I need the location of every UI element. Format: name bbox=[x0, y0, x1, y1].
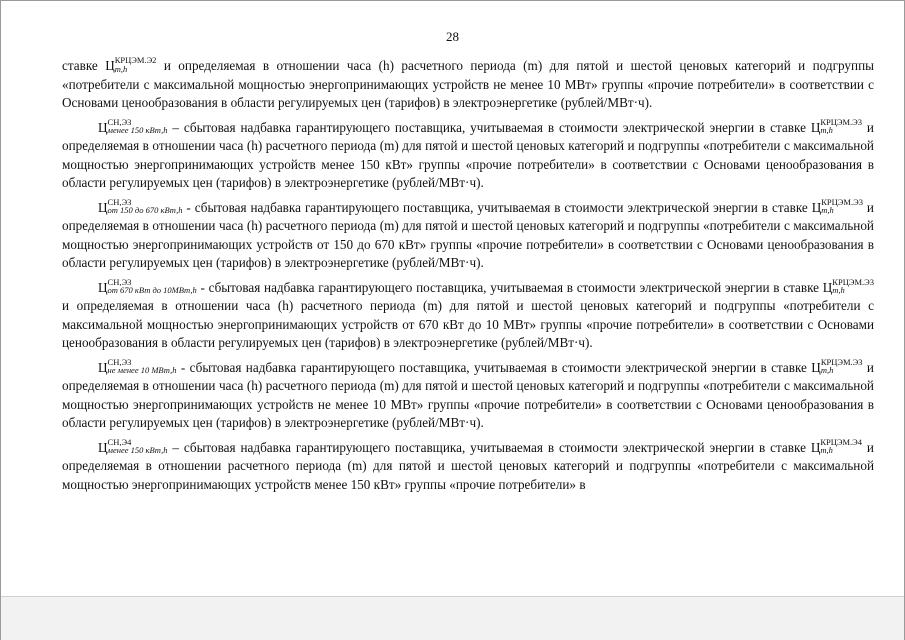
page-number: 28 bbox=[446, 29, 459, 44]
paragraph-text: и определяемая в отношении часа (h) расчетного периода (m) для пятой и шестой ценовых категорий и подгруппы «потребители с максимальной мощностью энергопринимающих устройств не менее 10 МВт» группы «прочие потребители» в соответствии с Основами ценообразования в области регулируемых цен (тарифов) в электроэнергетике (рублей/МВт·ч). bbox=[62, 359, 874, 430]
tariff-symbol: Ц КРЦЭМ.Э3 m,h bbox=[822, 276, 874, 296]
paragraph: Ц СН,Э3 от 670 кВт до 10МВт,h - сбытовая надбавка гарантирующего поставщика, учитываемая в стоимости электрической энергии в ставке Ц КРЦЭМ.Э3 m,h и определяемая в отношении часа (h) расчетного периода (m) для пятой и шестой ценовых категорий и подгруппы «потребители с максимальной мощностью энергопринимающих устройств от 670 кВт до 10 МВт» группы «прочие потребители» в соответствии с Основами ценообразования в области регулируемых цен (тарифов) в электроэнергетике (рублей/МВт·ч). bbox=[62, 276, 874, 350]
paragraph: Ц СН,Э3 менее 150 кВт,h – сбытовая надбавка гарантирующего поставщика, учитываемая в стоимости электрической энергии в ставке Ц КРЦЭМ.Э3 m,h и определяемая в отношении часа (h) расчетного периода (m) для пятой и шестой ценовых категорий и подгруппы «потребители с максимальной мощностью энергопринимающих устройств менее 150 кВт» группы «прочие потребители» в соответствии с Основами ценообразования в области регулируемых цен (тарифов) в электроэнергетике (рублей/МВт·ч). bbox=[62, 116, 874, 190]
markup-symbol: Ц СН,Э3 от 150 до 670 кВт,h bbox=[98, 196, 183, 216]
tariff-symbol: Ц КРЦЭМ.Э3 m,h bbox=[811, 196, 863, 216]
paragraph-text: и определяемая в отношении часа (h) расчетного периода (m) для пятой и шестой ценовых категорий и подгруппы «потребители с максимальной мощностью энергопринимающих устройств не менее 10 МВт» группы «прочие потребители» в соответствии с Основами ценообразования в области регулируемых цен (тарифов) в электроэнергетике (рублей/МВт·ч). bbox=[62, 58, 875, 110]
markup-symbol: Ц СН,Э3 не менее 10 МВт,h bbox=[98, 356, 177, 376]
paragraph-lead-text: – сбытовая надбавка гарантирующего поставщика, учитываемая в стоимости электрической энергии в bbox=[167, 439, 771, 455]
tariff-symbol: Ц КРЦЭМ.Э4 m,h bbox=[810, 436, 863, 456]
paragraph-lead-text: - сбытовая надбавка гарантирующего поставщика, учитываемая в стоимости электрической энергии в bbox=[196, 279, 784, 295]
paragraph-lead-text: - сбытовая надбавка гарантирующего поставщика, учитываемая в стоимости электрической энергии в bbox=[182, 199, 772, 215]
paragraph: Ц СН,Э3 от 150 до 670 кВт,h - сбытовая надбавка гарантирующего поставщика, учитываемая в стоимости электрической энергии в ставке Ц КРЦЭМ.Э3 m,h и определяемая в отношении часа (h) расчетного периода (m) для пятой и шестой ценовых категорий и подгруппы «потребители с максимальной мощностью энергопринимающих устройств от 150 до 670 кВт» группы «прочие потребители» в соответствии с Основами ценообразования в области регулируемых цен (тарифов) в электроэнергетике (рублей/МВт·ч). bbox=[62, 196, 874, 270]
paragraph-lead-text: - сбытовая надбавка гарантирующего поставщика, учитываемая в стоимости электрической энергии в bbox=[176, 359, 772, 375]
paragraph-text: и определяемая в отношении часа (h) расчетного периода (m) для пятой и шестой ценовых категорий и подгруппы «потребители с максимальной мощностью энергопринимающих устройств от 150 до 670 кВт» группы «прочие потребители» в соответствии с Основами ценообразования в области регулируемых цен (тарифов) в электроэнергетике (рублей/МВт·ч). bbox=[62, 199, 874, 270]
tariff-symbol: Ц КРЦЭМ.Э3 m,h bbox=[810, 116, 863, 136]
markup-symbol: Ц СН,Э3 менее 150 кВт,h bbox=[98, 116, 168, 136]
viewer-bottom-strip bbox=[1, 596, 904, 640]
paragraph: Ц СН,Э4 менее 150 кВт,h – сбытовая надбавка гарантирующего поставщика, учитываемая в стоимости электрической энергии в ставке Ц КРЦЭМ.Э4 m,h и определяемая в отношении расчетного периода (m) для пятой и шестой ценовых категорий и подгруппы «потребители с максимальной мощностью энергопринимающих устройств менее 150 кВт» группы «прочие потребители» в bbox=[62, 436, 874, 492]
paragraph: Ц СН,Э3 не менее 10 МВт,h - сбытовая надбавка гарантирующего поставщика, учитываемая в стоимости электрической энергии в ставке Ц КРЦЭМ.Э3 m,h и определяемая в отношении часа (h) расчетного периода (m) для пятой и шестой ценовых категорий и подгруппы «потребители с максимальной мощностью энергопринимающих устройств не менее 10 МВт» группы «прочие потребители» в соответствии с Основами ценообразования в области регулируемых цен (тарифов) в электроэнергетике (рублей/МВт·ч). bbox=[62, 356, 874, 430]
paragraph-text: и определяемая в отношении часа (h) расчетного периода (m) для пятой и шестой ценовых категорий и подгруппы «потребители с максимальной мощностью энергопринимающих устройств от 670 кВт до 10 МВт» группы «прочие потребители» в соответствии с Основами ценообразования в области регулируемых цен (тарифов) в электроэнергетике (рублей/МВт·ч). bbox=[62, 298, 874, 350]
document-body bbox=[62, 57, 874, 498]
paragraph-lead-text: – сбытовая надбавка гарантирующего поставщика, учитываемая в стоимости электрической энергии в bbox=[167, 119, 771, 135]
markup-symbol: Ц СН,Э4 менее 150 кВт,h bbox=[98, 436, 168, 456]
tariff-symbol: Ц КРЦЭМ.Э2 m,h bbox=[105, 55, 157, 74]
paragraph-prefix: ставке bbox=[62, 58, 106, 73]
tariff-symbol: Ц КРЦЭМ.Э3 m,h bbox=[811, 356, 863, 376]
paragraph bbox=[62, 57, 874, 113]
markup-symbol: Ц СН,Э3 от 670 кВт до 10МВт,h bbox=[98, 276, 197, 296]
paragraph-text: и определяемая в отношении часа (h) расчетного периода (m) для пятой и шестой ценовых категорий и подгруппы «потребители с максимальной мощностью энергопринимающих устройств менее 150 кВт» группы «прочие потребители» в соответствии с Основами ценообразования в области регулируемых цен (тарифов) в электроэнергетике (рублей/МВт·ч). bbox=[62, 119, 874, 190]
paragraph-text: и определяемая в отношении расчетного периода (m) для пятой и шестой ценовых категорий и подгруппы «потребители с максимальной мощностью энергопринимающих устройств менее 150 кВт» группы «прочие потребители» в bbox=[62, 439, 874, 492]
